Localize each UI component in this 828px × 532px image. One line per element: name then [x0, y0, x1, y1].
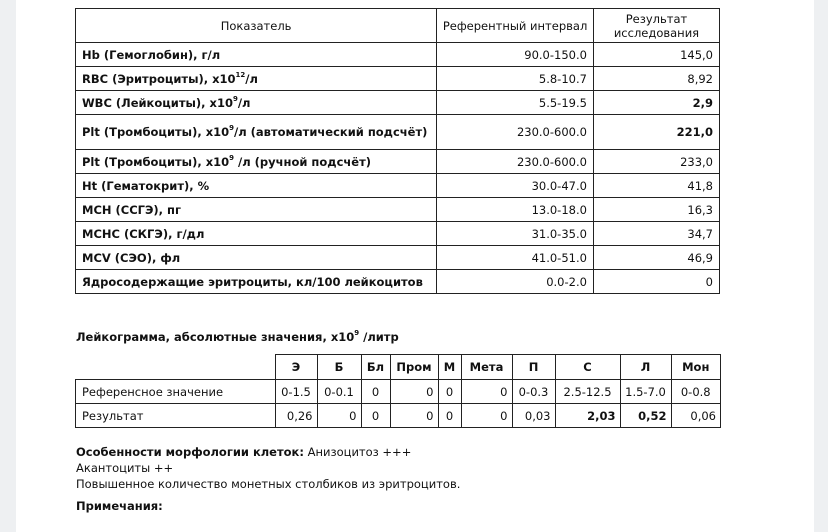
param-name: Ht (Гематокрит), %	[76, 174, 437, 198]
param-name-unit: /л	[245, 71, 258, 86]
param-name: Ядросодержащие эритроциты, кл/100 лейкоцитов	[76, 270, 437, 294]
param-name-text: Plt (Тромбоциты), x10	[82, 125, 230, 139]
param-ref: 30.0-47.0	[437, 174, 594, 198]
morphology-line: Повышенное количество монетных столбиков из эритроцитов.	[76, 477, 461, 491]
leukogram-col-header: Л	[620, 355, 671, 380]
reference-cell: 0-0.1	[317, 380, 361, 404]
result-cell: 0	[461, 404, 512, 428]
param-result: 145,0	[593, 43, 719, 67]
result-cell: 2,03	[555, 404, 620, 428]
morphology-line: Акантоциты ++	[76, 461, 174, 475]
param-name	[76, 67, 437, 91]
param-name-text: Plt (Тромбоциты), x10	[82, 154, 230, 169]
param-result: 0	[593, 270, 719, 294]
param-result: 2,9	[593, 91, 719, 115]
param-result: 16,3	[593, 198, 719, 222]
table-row	[76, 91, 720, 115]
param-result: 34,7	[593, 222, 719, 246]
param-name: MCH (ССГЭ), пг	[76, 198, 437, 222]
param-name-text: RBC (Эритроциты), x10	[82, 71, 236, 86]
param-ref: 5.8-10.7	[437, 67, 594, 91]
leukogram-title-exponent: 9	[354, 329, 360, 337]
leukogram-col-header: П	[512, 355, 555, 380]
param-exponent: 9	[229, 124, 235, 132]
header-reference: Референтный интервал	[437, 9, 594, 43]
leukogram-col-header: М	[438, 355, 461, 380]
leukogram-col-header: Мон	[671, 355, 721, 380]
param-name: MCHC (СКГЭ), г/дл	[76, 222, 437, 246]
result-cell: 0	[361, 404, 390, 428]
param-ref: 5.5-19.5	[437, 91, 594, 115]
param-result: 233,0	[593, 150, 719, 174]
param-name-unit: /л (ручной подсчёт)	[234, 154, 371, 169]
morphology-line	[76, 444, 460, 460]
table-header-row	[76, 9, 720, 43]
result-cell: 0	[317, 404, 361, 428]
table-row	[76, 115, 720, 150]
reference-cell: 0-0.3	[512, 380, 555, 404]
param-result: 41,8	[593, 174, 719, 198]
table-row	[76, 270, 720, 294]
notes-label: Примечания:	[76, 499, 163, 513]
param-name-text: WBC (Лейкоциты), x10	[82, 95, 233, 110]
param-name	[76, 91, 437, 115]
param-name-unit: /л (автоматический подсчёт)	[234, 125, 428, 139]
leukogram-corner	[76, 355, 276, 380]
leukogram-title-text: Лейкограмма, абсолютные значения, x10	[76, 330, 355, 344]
param-name: Hb (Гемоглобин), г/л	[76, 43, 437, 67]
table-row	[76, 43, 720, 67]
param-ref: 230.0-600.0	[437, 150, 594, 174]
param-ref: 31.0-35.0	[437, 222, 594, 246]
header-parameter: Показатель	[76, 9, 437, 43]
leukogram-col-header: С	[555, 355, 620, 380]
table-row	[76, 198, 720, 222]
leukogram-col-header: Бл	[361, 355, 390, 380]
reference-cell: 0-1.5	[275, 380, 317, 404]
result-cell: 0,03	[512, 404, 555, 428]
row-label: Результат	[76, 404, 276, 428]
param-result: 8,92	[593, 67, 719, 91]
param-name-unit: /л	[237, 95, 251, 110]
leukogram-result-row	[76, 404, 721, 428]
table-row	[76, 222, 720, 246]
leukogram-table	[75, 354, 721, 428]
param-ref: 230.0-600.0	[437, 115, 594, 150]
reference-cell: 0-0.8	[671, 380, 721, 404]
param-ref: 13.0-18.0	[437, 198, 594, 222]
reference-cell: 0	[390, 380, 438, 404]
blood-test-table	[75, 8, 720, 294]
param-ref: 0.0-2.0	[437, 270, 594, 294]
param-result: 221,0	[593, 115, 719, 150]
leukogram-col-header: Э	[275, 355, 317, 380]
morphology-label: Особенности морфологии клеток:	[76, 445, 304, 459]
result-cell: 0	[390, 404, 438, 428]
param-exponent: 9	[229, 153, 235, 162]
leukogram-title-unit: /литр	[359, 330, 399, 344]
param-exponent: 9	[232, 94, 238, 103]
table-row	[76, 67, 720, 91]
morphology-finding: Анизоцитоз +++	[303, 445, 412, 459]
result-cell: 0	[438, 404, 461, 428]
param-exponent: 12	[235, 70, 246, 79]
param-name	[76, 115, 437, 150]
table-row	[76, 174, 720, 198]
param-ref: 90.0-150.0	[437, 43, 594, 67]
reference-cell: 2.5-12.5	[555, 380, 620, 404]
reference-cell: 0	[438, 380, 461, 404]
leukogram-col-header: Б	[317, 355, 361, 380]
reference-cell: 0	[461, 380, 512, 404]
result-cell: 0,06	[671, 404, 721, 428]
param-result: 46,9	[593, 246, 719, 270]
param-name: MCV (СЭО), фл	[76, 246, 437, 270]
param-ref: 41.0-51.0	[437, 246, 594, 270]
reference-cell: 1.5-7.0	[620, 380, 671, 404]
param-name	[76, 150, 437, 174]
table-row	[76, 246, 720, 270]
leukogram-title	[76, 330, 399, 344]
leukogram-col-header: Мета	[461, 355, 512, 380]
table-row	[76, 150, 720, 174]
header-result: Результат исследования	[593, 9, 719, 43]
result-cell: 0,52	[620, 404, 671, 428]
leukogram-col-header: Пром	[390, 355, 438, 380]
leukogram-reference-row	[76, 380, 721, 404]
morphology-section	[76, 444, 460, 492]
result-cell: 0,26	[275, 404, 317, 428]
leukogram-header-row	[76, 355, 721, 380]
row-label: Референсное значение	[76, 380, 276, 404]
reference-cell: 0	[361, 380, 390, 404]
